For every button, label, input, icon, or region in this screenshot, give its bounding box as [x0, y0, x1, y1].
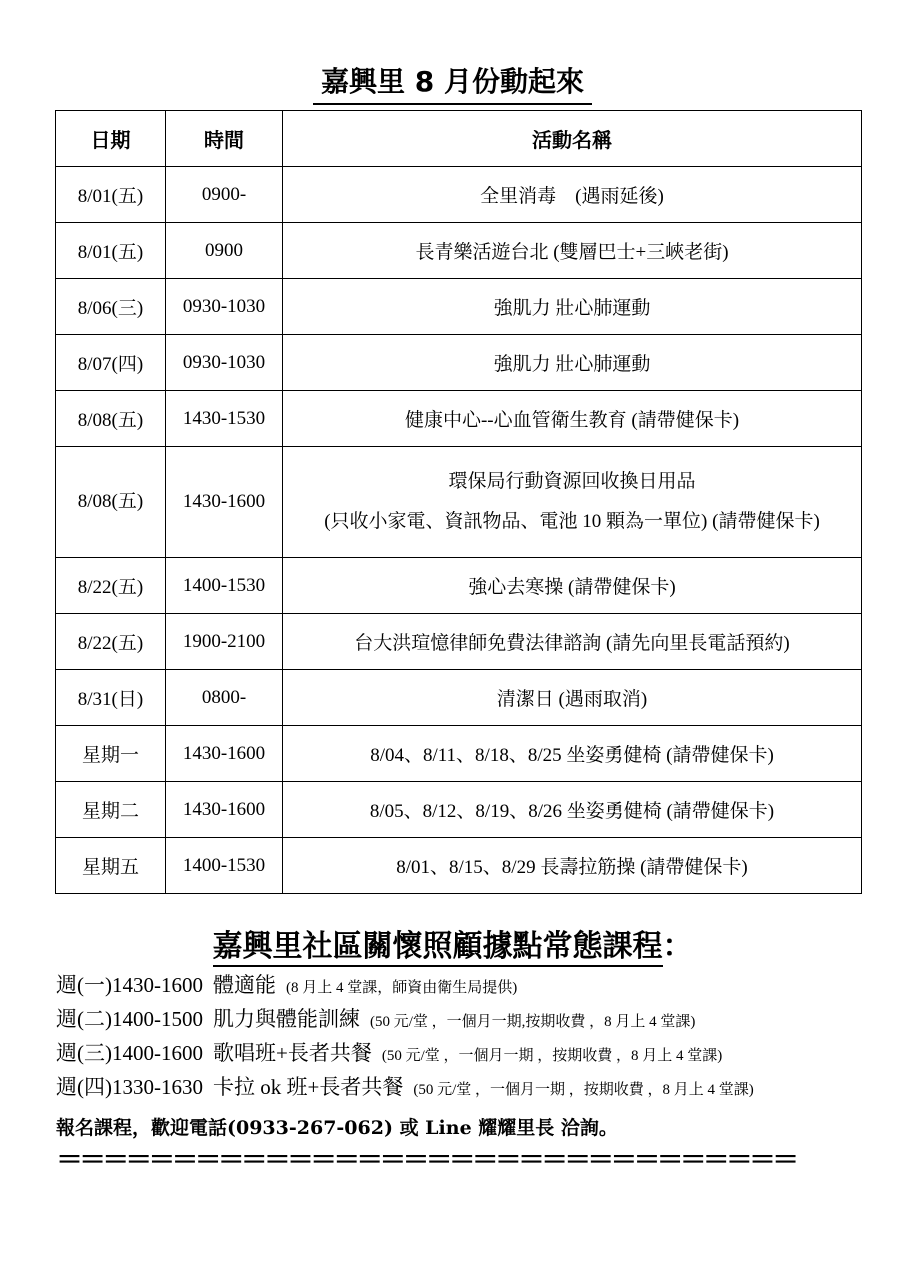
course-name: 歌唱班+長者共餐: [212, 1041, 372, 1065]
row-date: 星期一: [56, 726, 166, 782]
row-time: 0900-: [166, 167, 283, 223]
table-row: [56, 782, 862, 838]
course-day-time: 週(四)1330-1630: [56, 1075, 203, 1099]
row-activity: 8/05、8/12、8/19、8/26 坐姿勇健椅 (請帶健保卡): [283, 782, 862, 838]
row-time: 0930-1030: [166, 335, 283, 391]
row-date: 8/01(五): [56, 223, 166, 279]
course-note: (8 月上 4 堂課，師資由衛生局提供): [285, 980, 518, 996]
row-activity: 長青樂活遊台北 (雙層巴士+三峽老街): [283, 223, 862, 279]
row-date: 8/01(五): [56, 167, 166, 223]
row-activity: 強肌力 壯心肺運動: [283, 335, 862, 391]
table-row: [56, 838, 862, 894]
table-row: [56, 335, 862, 391]
row-date: 星期五: [56, 838, 166, 894]
course-day-time: 週(一)1430-1600: [56, 973, 203, 997]
row-activity-line1: 環保局行動資源回收換日用品: [448, 471, 696, 492]
table-row: [56, 223, 862, 279]
courses-section-title: [0, 925, 905, 969]
page-title: [0, 62, 905, 105]
course-item: [56, 968, 896, 1002]
row-activity: [283, 447, 862, 558]
header-time: 時間: [166, 111, 283, 167]
courses-section-title-text: 嘉興里社區關懷照顧據點常態課程: [213, 929, 663, 967]
row-time: 0800-: [166, 670, 283, 726]
row-time: 1400-1530: [166, 838, 283, 894]
row-time: 0900: [166, 223, 283, 279]
row-date: 8/22(五): [56, 558, 166, 614]
row-time: 1430-1530: [166, 391, 283, 447]
row-date: 8/07(四): [56, 335, 166, 391]
row-activity: 清潔日 (遇雨取消): [283, 670, 862, 726]
course-note: (50 元/堂 ，一個月一期,按期收費 ，8 月上 4 堂課): [369, 1014, 696, 1030]
course-item: [56, 1070, 896, 1104]
table-row: [56, 447, 862, 558]
row-time: 1430-1600: [166, 726, 283, 782]
row-date: 8/31(日): [56, 670, 166, 726]
row-activity: 8/04、8/11、8/18、8/25 坐姿勇健椅 (請帶健保卡): [283, 726, 862, 782]
table-row: [56, 279, 862, 335]
course-name: 肌力與體能訓練: [212, 1007, 360, 1031]
table-row: [56, 558, 862, 614]
courses-list: [56, 968, 896, 1104]
course-name: 卡拉 ok 班+長者共餐: [212, 1075, 404, 1099]
row-activity: 強肌力 壯心肺運動: [283, 279, 862, 335]
table-row: [56, 614, 862, 670]
row-date: 8/08(五): [56, 447, 166, 558]
course-note: (50 元/堂 ，一個月一期 ，按期收費 ，8 月上 4 堂課): [381, 1048, 723, 1064]
row-date: 8/08(五): [56, 391, 166, 447]
signup-contact-text: 報名課程，歡迎電話(0933-267-062) 或 Line 耀耀里長 洽詢。: [56, 1117, 618, 1139]
course-item: [56, 1036, 896, 1070]
course-item: [56, 1002, 896, 1036]
table-row: [56, 726, 862, 782]
page-title-text: 嘉興里 8 月份動起來: [313, 62, 592, 105]
course-day-time: 週(三)1400-1600: [56, 1041, 203, 1065]
course-note: (50 元/堂 ，一個月一期 ，按期收費 ，8 月上 4 堂課): [413, 1082, 754, 1098]
course-day-time: 週(二)1400-1500: [56, 1007, 203, 1031]
header-activity: 活動名稱: [283, 111, 862, 167]
header-date: 日期: [56, 111, 166, 167]
row-date: 星期二: [56, 782, 166, 838]
row-activity: 8/01、8/15、8/29 長壽拉筋操 (請帶健保卡): [283, 838, 862, 894]
table-header-row: [56, 111, 862, 167]
table-row: [56, 391, 862, 447]
row-time: 1400-1530: [166, 558, 283, 614]
row-activity: 強心去寒操 (請帶健保卡): [283, 558, 862, 614]
schedule-table: [55, 110, 862, 894]
row-activity: 台大洪瑄憶律師免費法律諮詢 (請先向里長電話預約): [283, 614, 862, 670]
row-date: 8/06(三): [56, 279, 166, 335]
row-time: 0930-1030: [166, 279, 283, 335]
row-time: 1430-1600: [166, 782, 283, 838]
row-time: 1430-1600: [166, 447, 283, 558]
course-name: 體適能: [212, 973, 276, 997]
row-time: 1900-2100: [166, 614, 283, 670]
row-date: 8/22(五): [56, 614, 166, 670]
row-activity: 全里消毒 (遇雨延後): [283, 167, 862, 223]
double-line-divider: ＝＝＝＝＝＝＝＝＝＝＝＝＝＝＝＝＝＝＝＝＝＝＝＝＝＝＝＝＝＝＝＝: [56, 1148, 796, 1174]
table-row: [56, 670, 862, 726]
row-activity: 健康中心--心血管衛生教育 (請帶健保卡): [283, 391, 862, 447]
table-row: [56, 167, 862, 223]
row-activity-line2: (只收小家電、資訊物品、電池 10 顆為一單位) (請帶健保卡): [324, 511, 820, 532]
courses-section-title-suffix: ：: [662, 929, 693, 964]
